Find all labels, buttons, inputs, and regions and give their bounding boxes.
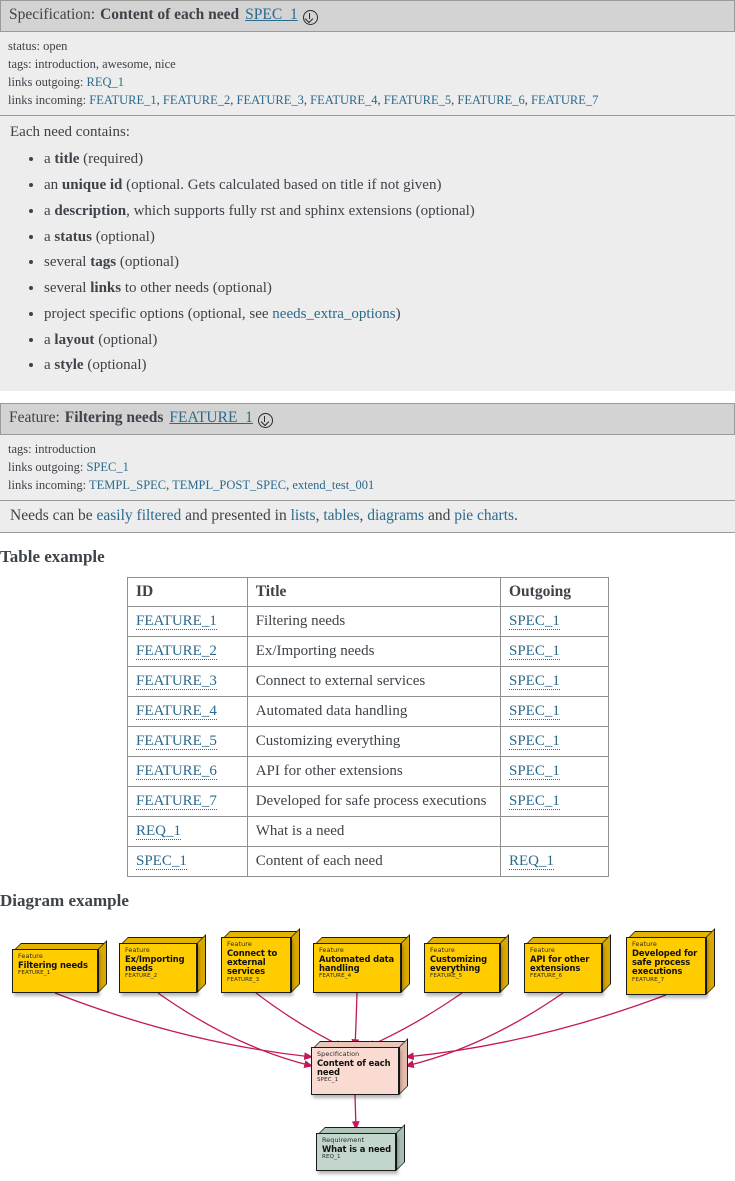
meta-incoming-links: FEATURE_1, FEATURE_2, FEATURE_3, FEATURE_4, FEATURE_5, FEATURE_6, FEATURE_7 — [89, 93, 599, 108]
fb-seg1: Needs can be — [10, 507, 97, 525]
table-link-feature_3[interactable]: FEATURE_3 — [136, 673, 217, 690]
meta-link-feature_6[interactable]: FEATURE_6 — [457, 93, 525, 108]
cell-outgoing — [501, 817, 609, 847]
table-row — [128, 817, 609, 847]
cell-title: API for other extensions — [247, 757, 500, 787]
diagram-edge — [158, 993, 312, 1066]
col-header-outgoing: Outgoing — [501, 578, 609, 607]
meta-link-feature_7[interactable]: FEATURE_7 — [531, 93, 599, 108]
meta-incoming-links: TEMPL_SPEC, TEMPL_POST_SPEC, extend_test_001 — [89, 478, 375, 493]
need-prefix: Feature: — [9, 409, 60, 427]
list-item: • several tags (optional) — [44, 252, 725, 274]
cell-title: Automated data handling — [247, 697, 500, 727]
meta-tags-row — [8, 440, 727, 458]
cell-title: Customizing everything — [247, 727, 500, 757]
node-label — [530, 947, 607, 979]
table-link-spec_1[interactable]: SPEC_1 — [509, 673, 560, 690]
need-contains-list — [10, 149, 725, 377]
diagram-edge — [355, 1095, 356, 1129]
node-label — [632, 941, 711, 983]
node-title: Connect to external services — [227, 947, 278, 977]
table-link-req_1[interactable]: REQ_1 — [136, 823, 181, 840]
meta-status-label: status: — [8, 38, 40, 53]
diagram-edge — [355, 993, 357, 1047]
table-row — [128, 787, 609, 817]
node-type: Requirement — [322, 1136, 365, 1145]
link-tables[interactable]: tables — [323, 507, 360, 525]
meta-incoming-label: links incoming: — [8, 478, 87, 493]
fb-seg2: and presented in — [181, 507, 291, 525]
diagram-node-spec_1[interactable] — [311, 1041, 408, 1098]
table-header-row — [128, 578, 609, 607]
meta-tags-value: introduction — [34, 442, 96, 457]
needs-table-head — [128, 578, 609, 607]
cell-outgoing — [501, 757, 609, 787]
table-link-spec_1[interactable]: SPEC_1 — [509, 703, 560, 720]
cell-title: Ex/Importing needs — [247, 637, 500, 667]
table-link-feature_2[interactable]: FEATURE_2 — [136, 643, 217, 660]
cell-id — [128, 757, 248, 787]
needs-table — [127, 577, 609, 877]
table-row — [128, 727, 609, 757]
list-item: • an unique id (optional. Gets calculated based on title if not given) — [44, 175, 725, 197]
meta-link-spec_1[interactable]: SPEC_1 — [86, 460, 129, 475]
needs-table-body — [128, 607, 609, 877]
node-title: Customizing everything — [430, 953, 488, 974]
list-item: • a style (optional) — [44, 355, 725, 377]
meta-link-feature_1[interactable]: FEATURE_1 — [89, 93, 157, 108]
table-link-spec_1[interactable]: SPEC_1 — [136, 853, 187, 870]
cell-title: Filtering needs — [247, 607, 500, 637]
cell-title: Content of each need — [247, 847, 500, 877]
node-id: FEATURE_6 — [530, 973, 563, 980]
node-id: FEATURE_7 — [632, 976, 665, 983]
meta-link-feature_4[interactable]: FEATURE_4 — [310, 93, 378, 108]
cell-outgoing — [501, 697, 609, 727]
table-link-feature_1[interactable]: FEATURE_1 — [136, 613, 217, 630]
meta-tags-label: tags: — [8, 57, 32, 72]
need-title: Content of each need — [100, 6, 240, 23]
node-label — [227, 941, 296, 983]
link-diagrams[interactable]: diagrams — [367, 507, 425, 525]
meta-tags-value: introduction, awesome, nice — [34, 57, 176, 72]
need-body-feature — [0, 501, 735, 533]
link-easily-filtered[interactable]: easily filtered — [96, 507, 182, 525]
cell-id — [128, 727, 248, 757]
node-id: FEATURE_5 — [430, 973, 463, 980]
table-link-spec_1[interactable]: SPEC_1 — [509, 613, 560, 630]
meta-outgoing-row — [8, 458, 727, 476]
fb-seg3: and — [424, 507, 455, 525]
diagram-edge — [55, 993, 312, 1057]
meta-incoming-row — [8, 476, 727, 494]
table-row — [128, 607, 609, 637]
meta-outgoing-links — [86, 75, 124, 89]
table-row — [128, 757, 609, 787]
node-title: Developed for safe process executions — [632, 947, 698, 977]
list-item-keyword: status — [54, 228, 92, 245]
meta-link-feature_3[interactable]: FEATURE_3 — [236, 93, 304, 108]
list-item-keyword: links — [90, 280, 122, 297]
meta-outgoing-label: links outgoing: — [8, 75, 84, 90]
diagram-section-heading: Diagram example — [0, 891, 129, 911]
meta-incoming-row — [8, 91, 727, 109]
cell-outgoing — [501, 607, 609, 637]
node-title: Filtering needs — [18, 959, 88, 970]
table-link-feature_7[interactable]: FEATURE_7 — [136, 793, 217, 810]
cell-outgoing — [501, 667, 609, 697]
node-id: FEATURE_3 — [227, 976, 260, 983]
diagram-edge — [367, 993, 462, 1047]
node-type: Feature — [227, 940, 252, 949]
meta-status-row — [8, 37, 727, 55]
node-type: Feature — [530, 946, 555, 955]
node-label — [319, 947, 406, 979]
fb-seg4: . — [514, 507, 518, 525]
cell-id — [128, 637, 248, 667]
cell-title: Developed for safe process executions — [247, 787, 500, 817]
cell-title: Connect to external services — [247, 667, 500, 697]
meta-link-templ_post_spec[interactable]: TEMPL_POST_SPEC — [172, 478, 287, 493]
meta-incoming-label: links incoming: — [8, 93, 87, 108]
diagram-node-feature_5[interactable] — [424, 937, 509, 996]
cell-outgoing — [501, 787, 609, 817]
list-item-keyword: style — [54, 357, 84, 374]
meta-link-templ_spec[interactable]: TEMPL_SPEC — [89, 478, 167, 493]
list-item-keyword: layout — [54, 331, 95, 348]
col-header-title: Title — [247, 578, 500, 607]
need-id-link[interactable]: SPEC_1 — [245, 6, 298, 23]
cell-id — [128, 817, 248, 847]
table-section-heading: Table example — [0, 547, 105, 567]
node-type: Feature — [125, 946, 150, 955]
link-lists[interactable]: lists — [290, 507, 316, 525]
fb-sep2: , — [359, 507, 368, 525]
diagram-edge — [406, 993, 563, 1066]
list-item: • several links to other needs (optional) — [44, 278, 725, 300]
table-row — [128, 847, 609, 877]
table-link-feature_5[interactable]: FEATURE_5 — [136, 733, 217, 750]
node-label — [18, 953, 103, 976]
section-spacer-1 — [0, 391, 735, 403]
meta-tags-row — [8, 55, 727, 73]
cell-id — [128, 787, 248, 817]
node-id: FEATURE_1 — [18, 970, 51, 977]
table-row — [128, 697, 609, 727]
body-intro: Each need contains: — [10, 124, 130, 141]
meta-outgoing-links — [86, 460, 128, 474]
cell-id — [128, 607, 248, 637]
need-meta-feature — [0, 435, 735, 501]
table-row — [128, 667, 609, 697]
diagram-node-feature_3[interactable] — [221, 931, 300, 996]
list-item-keyword: tags — [90, 254, 117, 271]
node-type: Specification — [317, 1050, 360, 1059]
table-link-spec_1[interactable]: SPEC_1 — [509, 733, 560, 750]
table-link-req_1[interactable]: REQ_1 — [509, 853, 554, 870]
list-item-keyword: title — [54, 151, 80, 168]
node-type: Feature — [18, 952, 43, 961]
cell-id — [128, 667, 248, 697]
cell-outgoing — [501, 637, 609, 667]
table-link-spec_1[interactable]: SPEC_1 — [509, 793, 560, 810]
node-label — [430, 947, 505, 979]
node-title: Content of each need — [317, 1057, 391, 1078]
node-id: SPEC_1 — [317, 1077, 339, 1084]
node-label — [125, 947, 202, 979]
need-id-link[interactable]: FEATURE_1 — [169, 409, 253, 427]
table-link-feature_6[interactable]: FEATURE_6 — [136, 763, 217, 780]
diagram-edge — [256, 993, 343, 1047]
node-type: Feature — [632, 940, 657, 949]
need-header-spec[interactable] — [0, 0, 735, 32]
table-row — [128, 637, 609, 667]
need-body-spec — [0, 116, 735, 391]
link-pie-charts[interactable]: pie charts — [454, 507, 515, 525]
node-label — [322, 1137, 401, 1160]
diagram-node-feature_1[interactable] — [12, 943, 107, 996]
meta-link-extend_test_001[interactable]: extend_test_001 — [292, 478, 375, 493]
cell-id — [128, 847, 248, 877]
need-prefix: Specification: — [9, 6, 96, 23]
meta-link-feature_5[interactable]: FEATURE_5 — [383, 93, 452, 108]
needs-diagram — [0, 921, 735, 1181]
col-header-id: ID — [128, 578, 248, 607]
diagram-node-req_1[interactable] — [316, 1127, 405, 1174]
node-id: FEATURE_4 — [319, 973, 352, 980]
node-id: REQ_1 — [322, 1154, 341, 1161]
node-type: Feature — [319, 946, 344, 955]
node-title: Ex/Importing needs — [125, 953, 185, 974]
need-block-spec — [0, 0, 735, 391]
meta-outgoing-label: links outgoing: — [8, 460, 84, 475]
need-title: Filtering needs — [64, 409, 164, 427]
list-item: • project specific options (optional, see needs_extra_options) — [44, 304, 725, 326]
diagram-node-feature_7[interactable] — [626, 931, 715, 998]
cell-outgoing — [501, 727, 609, 757]
list-item-keyword: description — [54, 202, 127, 219]
table-link-feature_4[interactable]: FEATURE_4 — [136, 703, 217, 720]
node-id: FEATURE_2 — [125, 973, 158, 980]
node-title: Automated data handling — [319, 953, 395, 974]
meta-status-value: open — [43, 38, 68, 53]
node-title: What is a need — [322, 1143, 392, 1154]
cell-title: What is a need — [247, 817, 500, 847]
node-type: Feature — [430, 946, 455, 955]
list-item: • a layout (optional) — [44, 330, 725, 352]
meta-link-req_1[interactable]: REQ_1 — [86, 75, 124, 90]
node-label — [317, 1051, 404, 1083]
list-item: • a status (optional) — [44, 227, 725, 249]
need-block-feature — [0, 403, 735, 533]
collapse-down-icon[interactable] — [258, 413, 273, 428]
list-item: • a description, which supports fully rst and sphinx extensions (optional) — [44, 201, 725, 223]
cell-id — [128, 697, 248, 727]
collapse-down-icon[interactable] — [303, 10, 318, 25]
need-meta-spec — [0, 32, 735, 117]
table-link-spec_1[interactable]: SPEC_1 — [509, 643, 560, 660]
list-item-keyword: unique id — [61, 177, 123, 194]
meta-link-feature_2[interactable]: FEATURE_2 — [162, 93, 231, 108]
node-title: API for other extensions — [530, 953, 590, 974]
cell-outgoing — [501, 847, 609, 877]
fb-sep1: , — [315, 507, 324, 525]
diagram-node-feature_6[interactable] — [524, 937, 611, 996]
meta-outgoing-row — [8, 73, 727, 91]
diagram-node-feature_4[interactable] — [313, 937, 410, 996]
diagram-node-feature_2[interactable] — [119, 937, 206, 996]
list-item: • a title (required) — [44, 149, 725, 171]
meta-tags-label: tags: — [8, 442, 32, 457]
need-header-feature[interactable] — [0, 403, 735, 435]
link-needs-extra-options[interactable]: needs_extra_options — [272, 305, 396, 322]
table-link-spec_1[interactable]: SPEC_1 — [509, 763, 560, 780]
